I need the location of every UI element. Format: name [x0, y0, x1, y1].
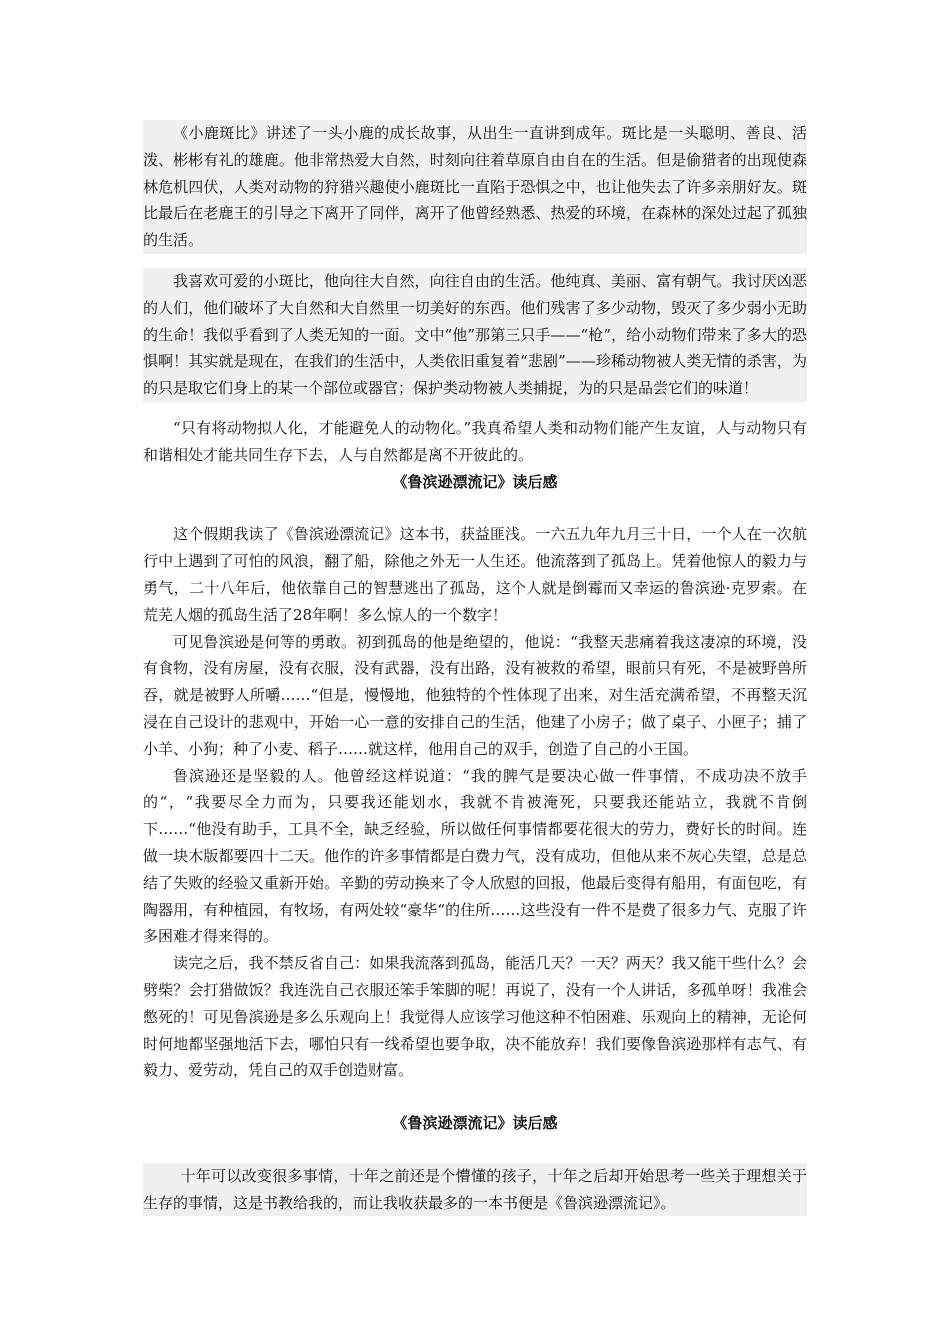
robinson2-paragraph-1: 十年可以改变很多事情，十年之前还是个懵懂的孩子，十年之后却开始思考一些关于理想关于生存的事情，这是书教给我的，而让我收获最多的一本书便是《鲁滨逊漂流记》。	[143, 1163, 807, 1217]
bambi-paragraph-3: “只有将动物拟人化，才能避免人的动物化。”我真希望人类和动物们能产生友谊，人与动物只有和谐相处才能共同生存下去，人与自然都是离不开彼此的。	[143, 418, 807, 464]
robinson-paragraph-4: 读完之后，我不禁反省自己：如果我流落到孤岛，能活几天？一天？两天？我又能干些什么？会劈柴？会打猎做饭？我连洗自己衣服还笨手笨脚的呢！再说了，没有一个人讲话，多孤单呀！我准会憋死的！可见鲁滨逊是多么乐观向上！我觉得人应该学习他这种不怕困难、乐观向上的精神，无论何时何地都坚强地活下去，哪怕只有一线希望也要争取，决不能放弃！我们要像鲁滨逊那样有志气、有毅力、爱劳动，凭自己的双手创造财富。	[143, 954, 807, 1080]
bambi-paragraph-2: 我喜欢可爱的小斑比，他向往大自然，向往自由的生活。他纯真、美丽、富有朝气。我讨厌凶恶的人们，他们破坏了大自然和大自然里一切美好的东西。他们残害了多少动物，毁灭了多少弱小无助的生命！我似乎看到了人类无知的一面。文中“他”那第三只手——“枪”，给小动物们带来了多大的恐惧啊！其实就是现在，在我们的生活中，人类依旧重复着“悲剧”——珍稀动物被人类无情的杀害，为的只是取它们身上的某一个部位或器官；保护类动物被人类捕捉，为的只是品尝它们的味道！	[143, 268, 807, 402]
document-page	[143, 120, 807, 1216]
bambi-paragraph-1: 《小鹿斑比》讲述了一头小鹿的成长故事，从出生一直讲到成年。斑比是一头聪明、善良、活泼、彬彬有礼的雄鹿。他非常热爱大自然，时刻向往着草原自由自在的生活。但是偷猎者的出现使森林危机四伏，人类对动物的狩猎兴趣使小鹿斑比一直陷于恐惧之中，也让他失去了许多亲朋好友。斑比最后在老鹿王的引导之下离开了同伴，离开了他曾经熟悉、热爱的环境，在森林的深处过起了孤独的生活。	[143, 120, 807, 254]
robinson-paragraph-3: 鲁滨逊还是坚毅的人。他曾经这样说道：“我的脾气是要决心做一件事情，不成功决不放手的“，“我要尽全力而为，只要我还能划水，我就不肯被淹死，只要我还能站立，我就不肯倒下……“他没有助手，工具不全，缺乏经验，所以做任何事情都要花很大的劳力，费好长的时间。连做一块木版都要四十二天。他作的许多事情都是白费力气，没有成功，但他从来不灰心失望，总是总结了失败的经验又重新开始。辛勤的劳动换来了令人欣慰的回报，他最后变得有船用，有面包吃，有陶器用，有种植园，有牧场，有两处较“豪华“的住所……这些没有一件不是费了很多力气、克服了许多困难才得来得的。	[143, 766, 807, 946]
robinson-review-title-2: 《鲁滨逊漂流记》读后感	[392, 1114, 558, 1133]
robinson-paragraph-1: 这个假期我读了《鲁滨逊漂流记》这本书，获益匪浅。一六五九年九月三十日，一个人在一次航行中上遇到了可怕的风浪，翻了船，除他之外无一人生还。他流落到了孤岛上。凭着他惊人的毅力与勇气，二十八年后，他依靠自己的智慧逃出了孤岛，这个人就是倒霉而又幸运的鲁滨逊·克罗索。在荒芜人烟的孤岛生活了28年啊！多么惊人的一个数字！	[143, 525, 807, 624]
robinson-review-title-1: 《鲁滨逊漂流记》读后感	[392, 472, 558, 491]
robinson-paragraph-2: 可见鲁滨逊是何等的勇敢。初到孤岛的他是绝望的，他说：“我整天悲痛着我这凄凉的环境，没有食物，没有房屋，没有衣服，没有武器，没有出路，没有被救的希望，眼前只有死，不是被野兽所吞，就是被野人所嚼……“但是，慢慢地，他独特的个性体现了出来，对生活充满希望，不再整天沉浸在自己设计的悲观中，开始一心一意的安排自己的生活，他建了小房子；做了桌子、小匣子；捕了小羊、小狗；种了小麦、稻子……就这样，他用自己的双手，创造了自己的小王国。	[143, 632, 807, 758]
